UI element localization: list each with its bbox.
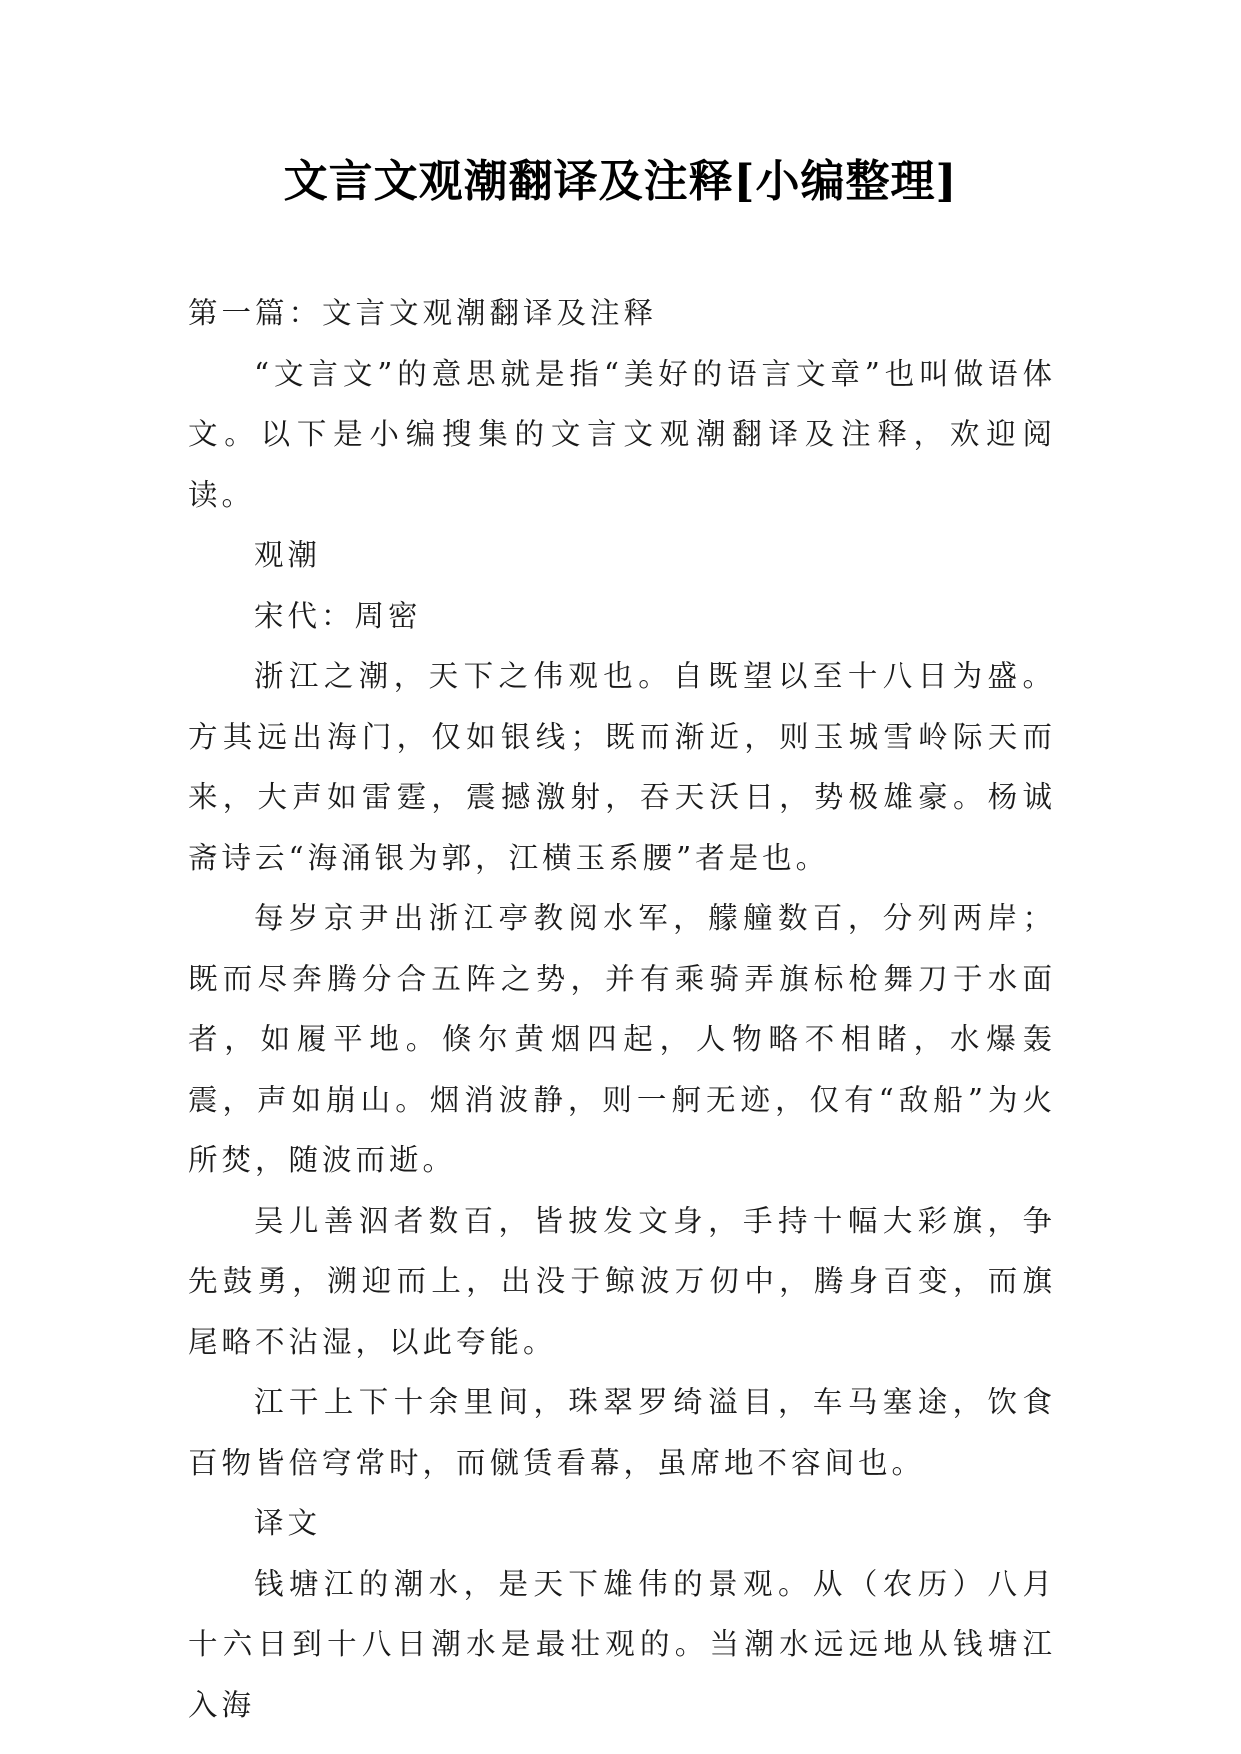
text-paragraph: 吴儿善泅者数百，皆披发文身，手持十幅大彩旗，争先鼓勇，溯迎而上，出没于鲸波万仞中，腾身百变，而旗尾略不沾湿，以此夸能。 xyxy=(188,1203,1056,1359)
document-title: 文言文观潮翻译及注释[小编整理] xyxy=(283,156,958,207)
document-body xyxy=(188,283,1056,1735)
text-paragraph: 每岁京尹出浙江亭教阅水军，艨艟数百，分列两岸；既而尽奔腾分合五阵之势，并有乘骑弄旗标枪舞刀于水面者，如履平地。倏尔黄烟四起，人物略不相睹，水爆轰震，声如崩山。烟消波静，则一舸无迹，仅有“敌船”为火所焚，随波而逝。 xyxy=(188,901,1056,1177)
translation-paragraph: 钱塘江的潮水，是天下雄伟的景观。从（农历）八月十六日到十八日潮水是最壮观的。当潮水远远地从钱塘江入海 xyxy=(188,1566,1056,1722)
poem-title: 观潮 xyxy=(254,538,322,572)
intro-paragraph: “文言文”的意思就是指“美好的语言文章”也叫做语体文。以下是小编搜集的文言文观潮翻译及注释，欢迎阅读。 xyxy=(188,356,1056,512)
text-paragraph: 浙江之潮，天下之伟观也。自既望以至十八日为盛。方其远出海门，仅如银线；既而渐近，则玉城雪岭际天而来，大声如雷霆，震撼激射，吞天沃日，势极雄豪。杨诚斋诗云“海涌银为郭，江横玉系腰”者是也。 xyxy=(188,659,1056,875)
poem-author: 宋代：周密 xyxy=(254,598,422,633)
text-paragraph: 江干上下十余里间，珠翠罗绮溢目，车马塞途，饮食百物皆倍穹常时，而僦赁看幕，虽席地不容间也。 xyxy=(188,1385,1056,1480)
section-heading: 第一篇：文言文观潮翻译及注释 xyxy=(188,296,658,330)
translation-heading: 译文 xyxy=(254,1506,322,1540)
